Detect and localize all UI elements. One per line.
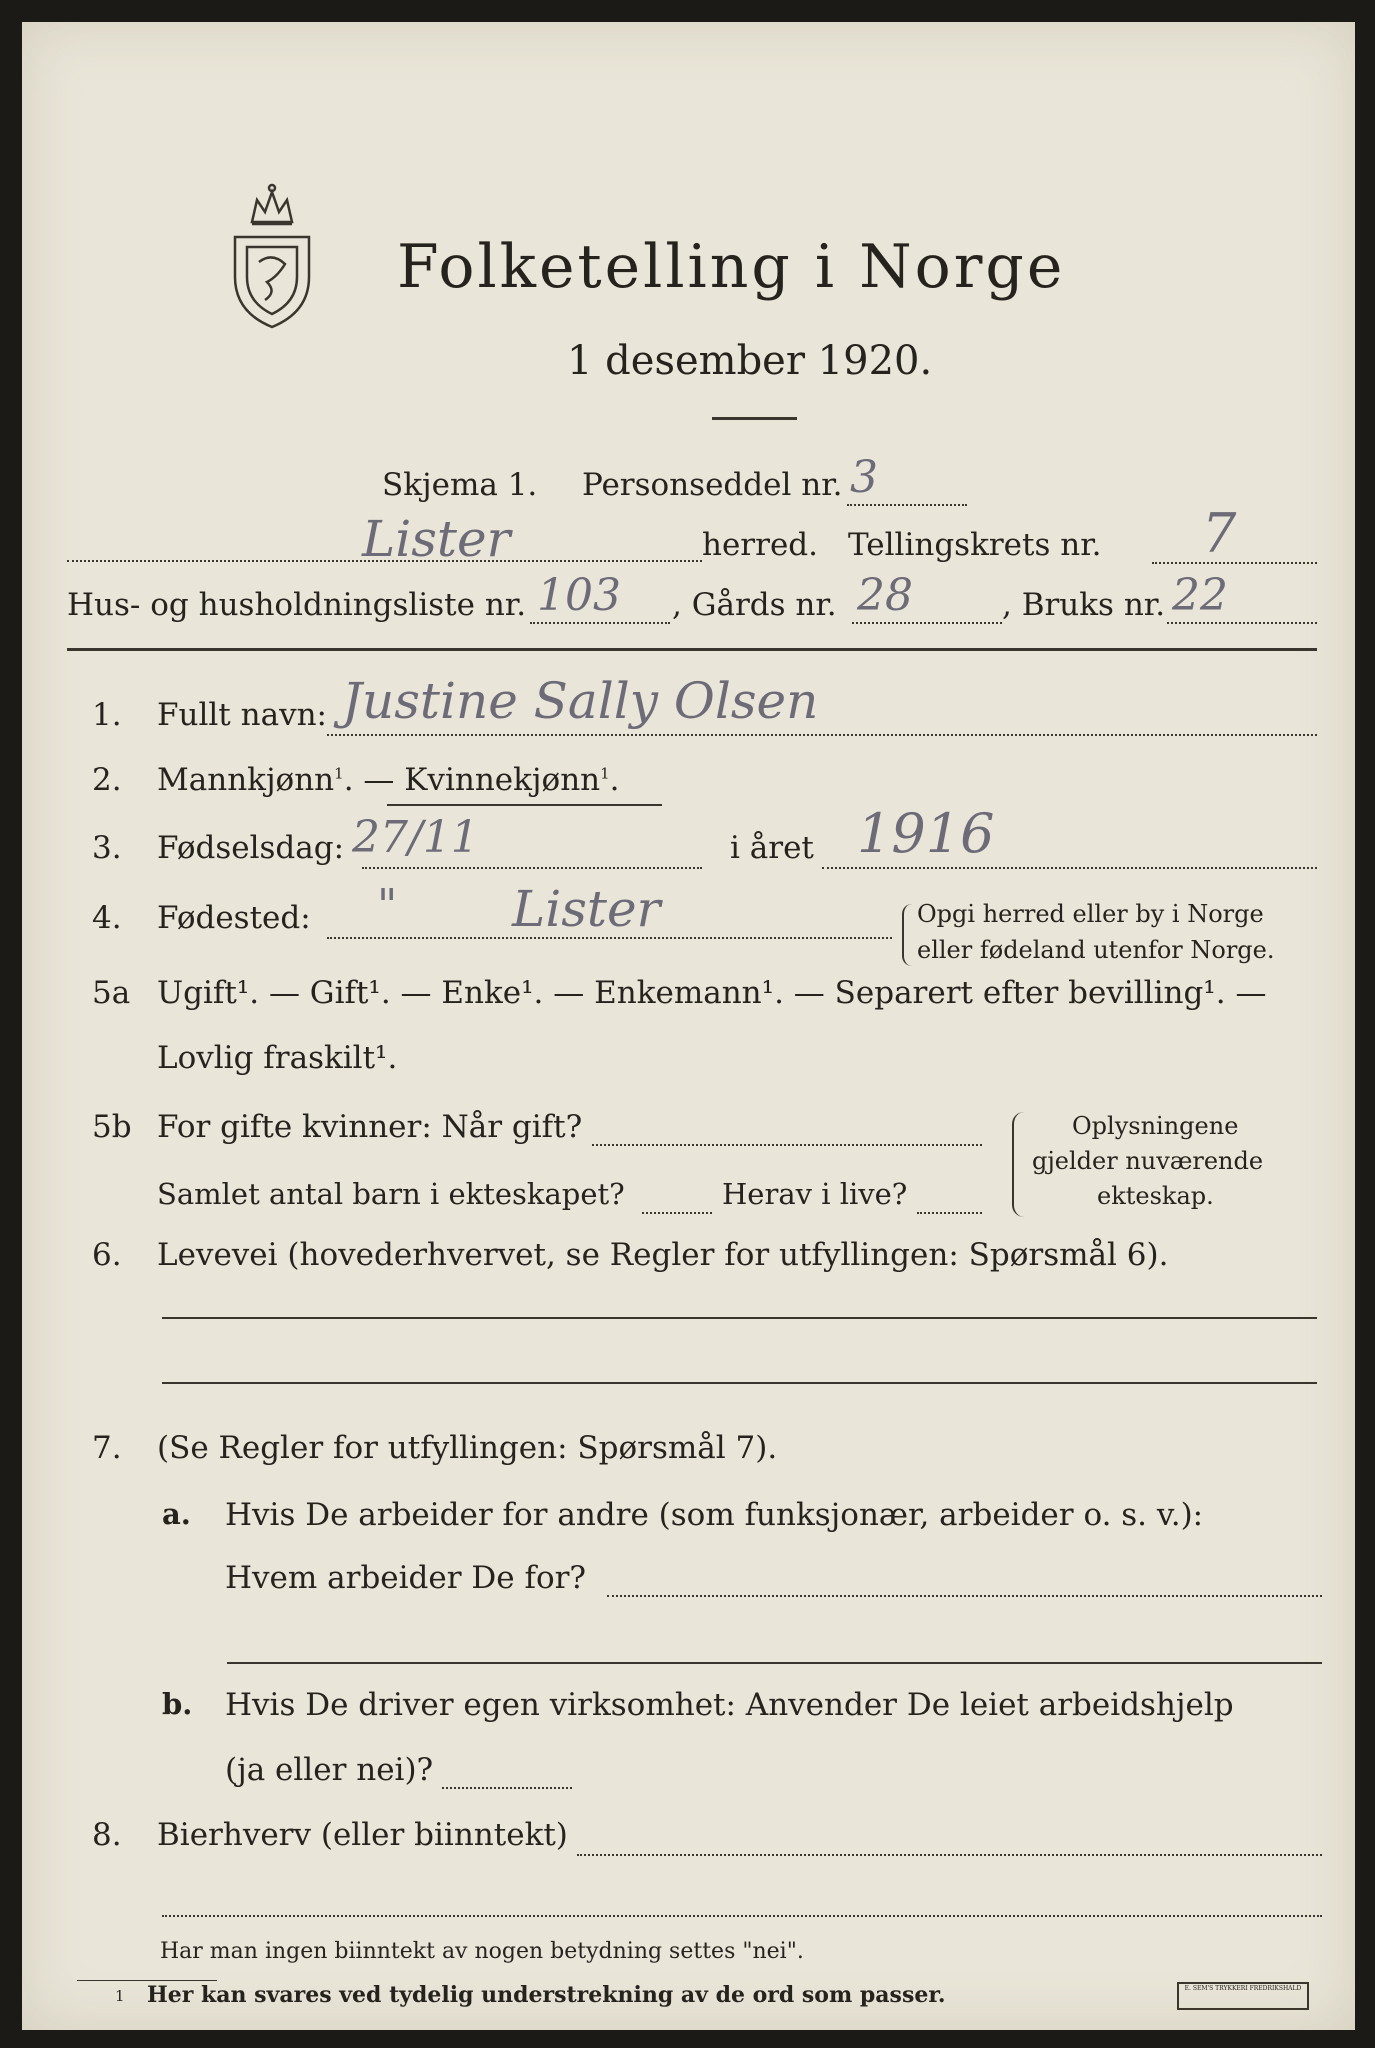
q4-number: 4. xyxy=(92,900,122,936)
naar-gift-line[interactable] xyxy=(592,1144,982,1146)
personseddel-value[interactable]: 3 xyxy=(850,452,878,503)
census-date: 1 desember 1920. xyxy=(567,338,933,384)
footnote-divider xyxy=(77,1980,217,1981)
header-divider xyxy=(67,648,1317,651)
husholdningsliste-line xyxy=(530,622,670,624)
q7a-line1: Hvis De arbeider for andre (som funksjonær, arbeider o. s. v.): xyxy=(225,1497,1204,1533)
printer-stamp: E. SEM'S TRYKKERI FREDRIKSHALD xyxy=(1177,1982,1309,2010)
fullt-navn-label: Fullt navn: xyxy=(157,697,327,733)
bierhverv-line-2[interactable] xyxy=(162,1915,1322,1917)
footnote-mark: 1 xyxy=(115,1987,125,2005)
levevei-label: Levevei (hovederhvervet, se Regler for utfyllingen: Spørsmål 6). xyxy=(157,1237,1169,1273)
ja-eller-nei-label: (ja eller nei)? xyxy=(225,1752,434,1788)
q7b-letter: b. xyxy=(162,1687,193,1721)
q2-number: 2. xyxy=(92,762,122,798)
title-divider xyxy=(712,417,797,420)
fodselsdag-label: Fødselsdag: xyxy=(157,830,345,866)
ja-eller-nei-line[interactable] xyxy=(442,1787,572,1789)
gards-label: , Gårds nr. xyxy=(672,587,837,623)
q7a-letter: a. xyxy=(162,1497,191,1531)
q7b-line1: Hvis De driver egen virksomhet: Anvender De leiet arbeidshjelp xyxy=(225,1687,1234,1723)
fodested-ditto: " xyxy=(377,880,398,931)
naar-gift-label: For gifte kvinner: Når gift? xyxy=(157,1109,583,1145)
tellingskrets-label: Tellingskrets nr. xyxy=(848,527,1102,563)
footnote-text: Her kan svares ved tydelig understrekning av de ord som passer. xyxy=(147,1982,946,2008)
q8-number: 8. xyxy=(92,1817,122,1853)
aaret-line xyxy=(822,867,1317,869)
form-title: Folketelling i Norge xyxy=(397,232,1066,302)
sivilstand-options[interactable]: Ugift¹. — Gift¹. — Enke¹. — Enkemann¹. — Separert efter bevilling¹. — xyxy=(157,975,1267,1011)
q5b-number: 5b xyxy=(92,1109,132,1145)
fodested-note-brace xyxy=(902,904,912,966)
fodested-value[interactable]: Lister xyxy=(512,880,661,938)
personseddel-line xyxy=(847,504,967,506)
personseddel-label: Personseddel nr. xyxy=(582,467,843,503)
gards-value[interactable]: 28 xyxy=(857,570,913,621)
hvem-arbeider-line[interactable] xyxy=(607,1595,1322,1597)
bruks-line xyxy=(1167,622,1317,624)
mannkjonn-option[interactable]: Mannkjønn xyxy=(157,762,335,798)
q7-label: (Se Regler for utfyllingen: Spørsmål 7). xyxy=(157,1430,778,1466)
husholdningsliste-value[interactable]: 103 xyxy=(537,570,621,621)
fullt-navn-value[interactable]: Justine Sally Olsen xyxy=(342,672,819,730)
i-live-label: Herav i live? xyxy=(722,1177,908,1211)
fodselsdag-value[interactable]: 27/11 xyxy=(352,812,479,863)
husholdningsliste-label: Hus- og husholdningsliste nr. xyxy=(67,587,527,623)
kvinnekjonn-underline xyxy=(387,804,662,806)
herred-value[interactable]: Lister xyxy=(362,510,511,568)
ekteskap-note-line2: gjelder nuværende xyxy=(1032,1147,1264,1175)
census-form xyxy=(22,22,1355,2030)
q6-number: 6. xyxy=(92,1237,122,1273)
kvinnekjonn-option[interactable]: Kvinnekjønn xyxy=(404,762,601,798)
bierhverv-line[interactable] xyxy=(577,1854,1322,1856)
gards-line xyxy=(852,622,1002,624)
fodselsdag-line xyxy=(362,867,702,869)
i-live-line[interactable] xyxy=(917,1212,982,1214)
hvem-arbeider-label: Hvem arbeider De for? xyxy=(225,1560,587,1596)
coat-of-arms-icon xyxy=(227,182,317,332)
fodested-label: Fødested: xyxy=(157,900,311,936)
q1-number: 1. xyxy=(92,697,122,733)
nei-instruction: Har man ingen biinntekt av nogen betydning settes "nei". xyxy=(160,1939,804,1964)
barn-line[interactable] xyxy=(642,1212,712,1214)
levevei-line-2[interactable] xyxy=(162,1382,1317,1384)
bierhverv-label: Bierhverv (eller biinntekt) xyxy=(157,1817,568,1853)
q7-number: 7. xyxy=(92,1430,122,1466)
lovlig-fraskilt-option[interactable]: Lovlig fraskilt¹. xyxy=(157,1040,398,1076)
hvem-arbeider-line-2[interactable] xyxy=(227,1662,1322,1664)
ekteskap-note-brace xyxy=(1012,1112,1024,1217)
bruks-value[interactable]: 22 xyxy=(1172,570,1228,621)
fodested-note-line1: Opgi herred eller by i Norge xyxy=(917,900,1264,928)
fullt-navn-line xyxy=(327,734,1317,736)
herred-label: herred. xyxy=(702,527,818,563)
fodested-note-line2: eller fødeland utenfor Norge. xyxy=(917,936,1275,964)
q3-number: 3. xyxy=(92,830,122,866)
aaret-value[interactable]: 1916 xyxy=(857,802,995,865)
levevei-line-1[interactable] xyxy=(162,1317,1317,1319)
barn-label: Samlet antal barn i ekteskapet? xyxy=(157,1177,625,1211)
aaret-label: i året xyxy=(730,830,814,866)
skjema-label: Skjema 1. xyxy=(382,467,538,503)
ekteskap-note-line3: ekteskap. xyxy=(1097,1182,1214,1210)
kjonn-options[interactable]: Mannkjønn$^1$. — Kvinnekjønn$^1$. xyxy=(157,762,620,798)
q5a-number: 5a xyxy=(92,975,131,1011)
bruks-label: , Bruks nr. xyxy=(1002,587,1166,623)
ekteskap-note-line1: Oplysningene xyxy=(1072,1112,1239,1140)
tellingskrets-value[interactable]: 7 xyxy=(1202,502,1237,565)
